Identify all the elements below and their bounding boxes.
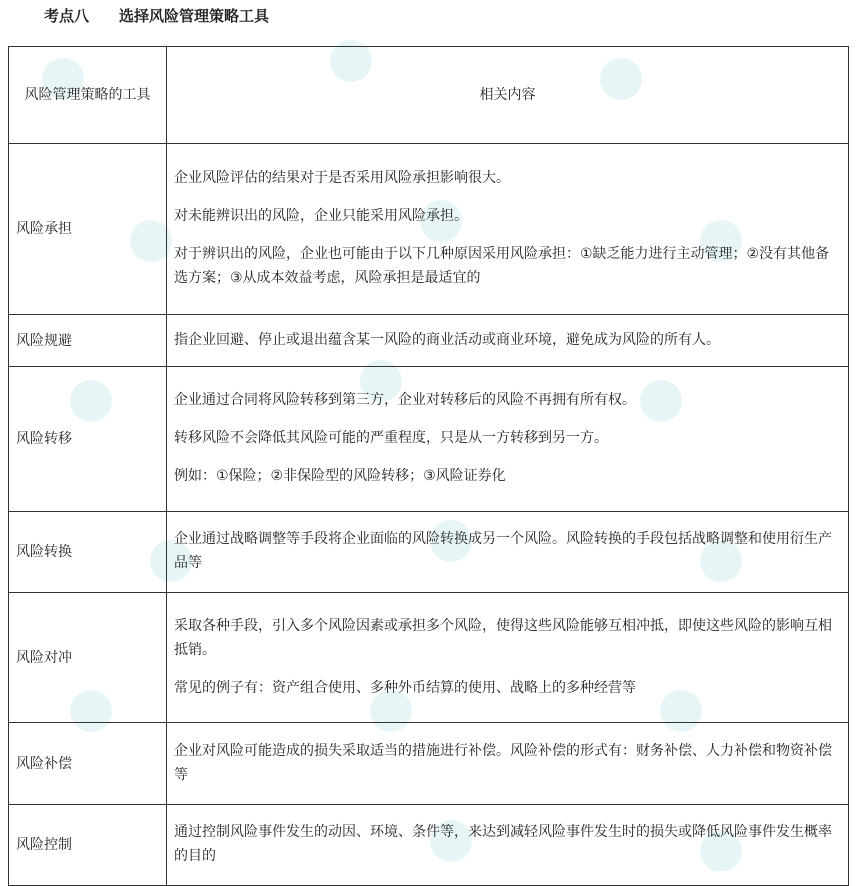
row-paragraph: 企业风险评估的结果对于是否采用风险承担影响很大。 — [174, 170, 510, 186]
header-content-column: 相关内容 — [167, 47, 849, 144]
row-name: 风险转移 — [9, 367, 167, 512]
section-heading: 选择风险管理策略工具 — [119, 7, 270, 25]
row-name: 风险转换 — [9, 512, 167, 593]
row-content — [167, 144, 849, 315]
row-content — [167, 512, 849, 593]
row-content — [167, 593, 849, 723]
table-row — [9, 805, 849, 886]
row-content — [167, 723, 849, 805]
row-paragraph: 对于辨识出的风险，企业也可能由于以下几种原因采用风险承担：①缺乏能力进行主动管理；②没有其他备选方案；③从成本效益考虑，风险承担是最适宜的 — [174, 246, 830, 286]
table-row — [9, 367, 849, 512]
row-name: 风险对冲 — [9, 593, 167, 723]
table-row — [9, 593, 849, 723]
row-paragraph: 企业对风险可能造成的损失采取适当的措施进行补偿。风险补偿的形式有：财务补偿、人力补偿和物资补偿等 — [174, 742, 832, 783]
row-name: 风险承担 — [9, 144, 167, 315]
strategy-table — [8, 46, 849, 886]
table-row — [9, 144, 849, 315]
row-paragraph: 企业通过合同将风险转移到第三方，企业对转移后的风险不再拥有所有权。 — [174, 392, 636, 408]
section-label: 考点八 — [44, 7, 90, 25]
row-paragraph: 采取各种手段，引入多个风险因素或承担多个风险，使得这些风险能够互相冲抵，即使这些风险的影响互相抵销。 — [174, 617, 832, 658]
row-name: 风险控制 — [9, 805, 167, 886]
header-tool-column: 风险管理策略的工具 — [9, 47, 167, 144]
row-paragraph: 通过控制风险事件发生的动因、环境、条件等，来达到减轻风险事件发生时的损失或降低风险事件发生概率的目的 — [174, 824, 832, 864]
row-paragraph: 例如：①保险；②非保险型的风险转移；③风险证券化 — [174, 468, 506, 484]
row-paragraph: 常见的例子有：资产组合使用、多种外币结算的使用、战略上的多种经营等 — [174, 679, 636, 696]
table-row — [9, 315, 849, 367]
table-row — [9, 512, 849, 593]
table-row — [9, 723, 849, 805]
row-paragraph: 转移风险不会降低其风险可能的严重程度，只是从一方转移到另一方。 — [174, 430, 608, 446]
row-content — [167, 805, 849, 886]
row-paragraph: 对未能辨识出的风险，企业只能采用风险承担。 — [174, 208, 468, 224]
section-title — [44, 4, 269, 28]
table-header-row — [9, 47, 849, 144]
row-paragraph: 企业通过战略调整等手段将企业面临的风险转换成另一个风险。风险转换的手段包括战略调整和使用衍生产品等 — [174, 531, 832, 571]
row-name: 风险规避 — [9, 315, 167, 367]
row-paragraph: 指企业回避、停止或退出蕴含某一风险的商业活动或商业环境，避免成为风险的所有人。 — [174, 331, 720, 348]
row-name: 风险补偿 — [9, 723, 167, 805]
row-content — [167, 315, 849, 367]
row-content — [167, 367, 849, 512]
